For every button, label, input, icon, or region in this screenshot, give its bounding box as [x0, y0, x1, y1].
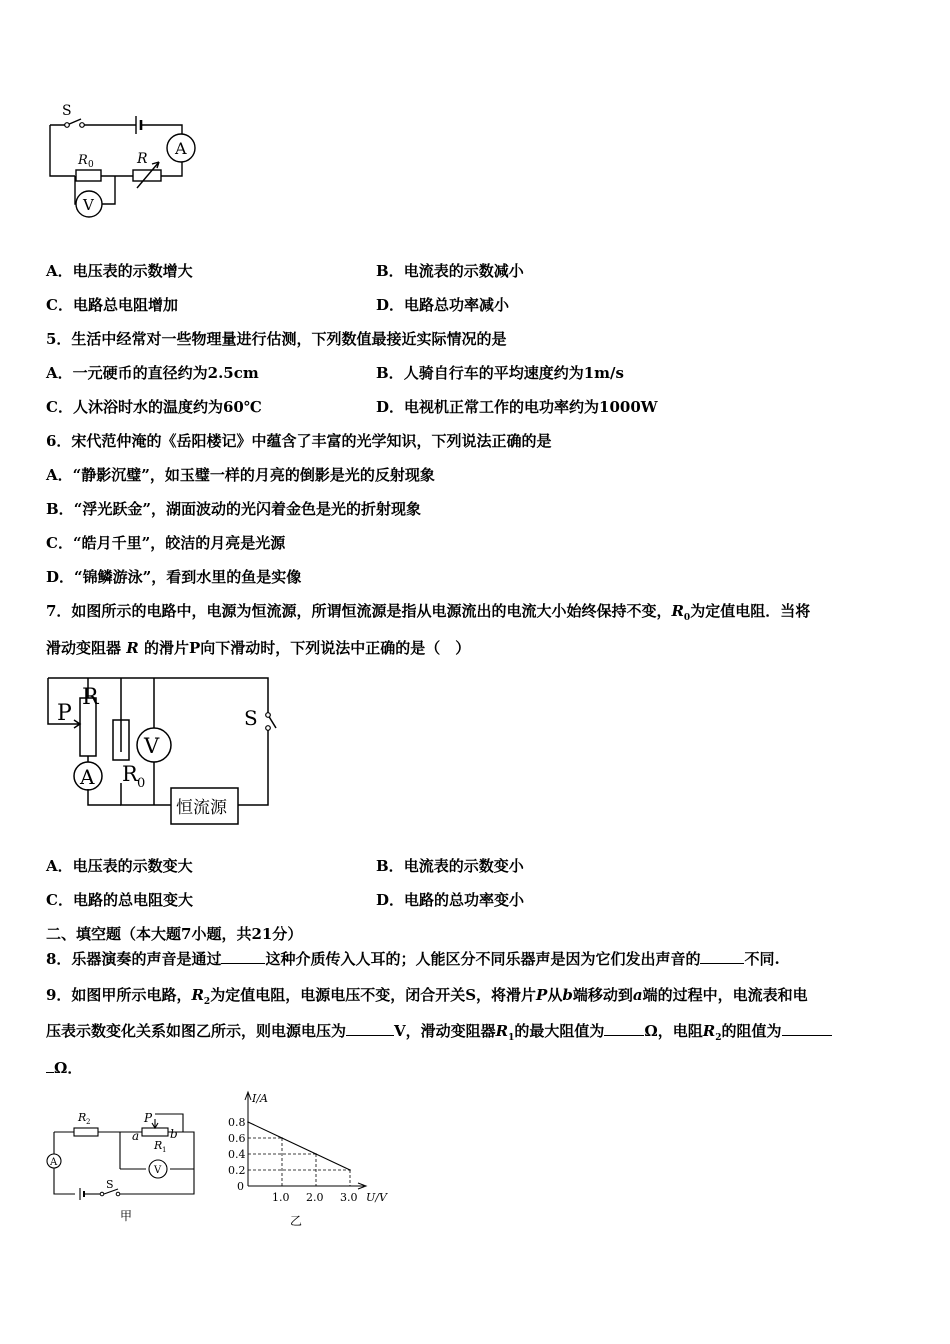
q6-option-c: C．“皓月千里”，皎洁的月亮是光源: [46, 534, 286, 552]
q9-line1: 9．如图甲所示电路，$R_2$为定值电阻，电源电压不变，闭合开关S，将滑片P从b端移动到a端的过程中，电流表和电: [46, 986, 808, 1007]
q9-blank-rmax[interactable]: [604, 1021, 644, 1036]
q4-ammeter-label: A: [175, 139, 187, 158]
q9-jia-caption: 甲: [120, 1209, 133, 1223]
q7-fig-ammeter-label: A: [80, 765, 95, 789]
graph-data-point: [315, 1153, 317, 1155]
q7-stem-line2: 滑动变阻器 R 的滑片P向下滑动时，下列说法中正确的是（ ）: [46, 639, 471, 657]
q8-blank-2[interactable]: [700, 949, 744, 964]
q7-fig-source-label: 恒流源: [176, 798, 227, 818]
graph-y-tick-label: 0.2: [228, 1164, 246, 1177]
q4-option-c: C．电路总电阻增加: [46, 296, 178, 314]
q6-option-a: A．“静影沉璧”，如玉璧一样的月亮的倒影是光的反射现象: [46, 466, 435, 484]
q7-circuit-figure: [46, 670, 286, 830]
graph-x-axis-label: U/V: [366, 1191, 387, 1204]
q5-option-b: B．人骑自行车的平均速度约为1m/s: [376, 364, 624, 382]
q4-r0-sub: 0: [88, 160, 94, 170]
graph-x-tick-label: 3.0: [340, 1191, 358, 1204]
graph-series-line: [248, 1122, 350, 1170]
graph-origin-label: 0: [237, 1180, 244, 1193]
q7-fig-p-label: P: [57, 701, 72, 726]
q9-jia-r2-label: R: [78, 1111, 87, 1124]
q9-blank-r2-tail[interactable]: [46, 1058, 54, 1073]
q8-blank-1[interactable]: [221, 949, 265, 964]
q9-circuit-figure-jia: [40, 1104, 210, 1229]
graph-y-tick-label: 0.4: [228, 1148, 246, 1161]
q9-jia-b-label: b: [170, 1127, 178, 1141]
q4-voltmeter-label: V: [83, 196, 94, 214]
q4-r0-label: R: [78, 153, 88, 168]
q6-option-b: B．“浮光跃金”，湖面波动的光闪着金色是光的折射现象: [46, 500, 421, 518]
q7-option-d: D．电路的总功率变小: [376, 891, 525, 909]
graph-data-point: [247, 1121, 249, 1123]
graph-data-point: [349, 1169, 351, 1171]
q7-stem-line1: 7．如图所示的电路中，电源为恒流源，所谓恒流源是指从电源流出的电流大小始终保持不变，$R_0$为定值电阻．当将: [46, 602, 811, 623]
q9-jia-ammeter-label: A: [50, 1157, 58, 1168]
q9-jia-r1-sub: 1: [162, 1146, 167, 1154]
graph-x-tick-label: 2.0: [306, 1191, 324, 1204]
q4-r-label: R: [137, 151, 148, 167]
q4-switch-label: S: [62, 103, 72, 119]
q9-blank-voltage[interactable]: [346, 1021, 394, 1036]
q9-jia-voltmeter-label: V: [154, 1165, 162, 1176]
q9-jia-a-label: a: [132, 1129, 140, 1143]
q5-stem: 5．生活中经常对一些物理量进行估测，下列数值最接近实际情况的是: [46, 330, 507, 348]
q7-option-b: B．电流表的示数变小: [376, 857, 524, 875]
q8-text: 8．乐器演奏的声音是通过 这种介质传入人耳的；人能区分不同乐器声是因为它们发出声音的 不同.: [46, 950, 780, 968]
q9-jia-p-label: P: [144, 1111, 153, 1125]
q7-option-c: C．电路的总电阻变大: [46, 891, 193, 909]
q9-jia-r1-label: R: [154, 1139, 163, 1152]
section2-title: 二、填空题（本大题7小题，共21分）: [46, 925, 303, 943]
graph-y-tick-label: 0.8: [228, 1116, 246, 1129]
q9-blank-r2[interactable]: [782, 1021, 832, 1036]
graph-y-axis-label: I/A: [252, 1092, 268, 1105]
q4-circuit-figure: [40, 100, 210, 225]
q9-line3: Ω．: [46, 1058, 82, 1078]
q9-line2: 压表示数变化关系如图乙所示，则电源电压为 V，滑动变阻器$R_1$的最大阻值为 Ω，电阻$R_2$的阻值为: [46, 1021, 832, 1048]
q5-option-d: D．电视机正常工作的电功率约为1000W: [376, 398, 658, 416]
q5-option-c: C．人沐浴时水的温度约为60℃: [46, 398, 262, 416]
graph-y-tick-label: 0.6: [228, 1132, 246, 1145]
q6-stem: 6．宋代范仲淹的《岳阳楼记》中蕴含了丰富的光学知识，下列说法正确的是: [46, 432, 552, 450]
q7-fig-s-label: S: [244, 706, 258, 730]
graph-data-point: [281, 1137, 283, 1139]
q9-jia-r2-sub: 2: [86, 1118, 91, 1126]
q4-option-b: B．电流表的示数减小: [376, 262, 524, 280]
q7-fig-voltmeter-label: V: [144, 734, 160, 758]
q7-fig-r0-label: R: [122, 762, 138, 786]
graph-caption: 乙: [290, 1214, 303, 1228]
q7-fig-r-label: R: [82, 685, 99, 710]
q7-fig-r0-sub: 0: [137, 776, 146, 791]
q4-option-d: D．电路总功率减小: [376, 296, 510, 314]
q4-option-a: A．电压表的示数增大: [46, 262, 193, 280]
q5-option-a: A．一元硬币的直径约为2.5cm: [46, 364, 259, 382]
q9-jia-switch-label: S: [106, 1178, 114, 1191]
q7-option-a: A．电压表的示数变大: [46, 857, 193, 875]
q6-option-d: D．“锦鳞游泳”，看到水里的鱼是实像: [46, 568, 302, 586]
graph-x-tick-label: 1.0: [272, 1191, 290, 1204]
q9-graph-figure-yi: [226, 1084, 406, 1234]
